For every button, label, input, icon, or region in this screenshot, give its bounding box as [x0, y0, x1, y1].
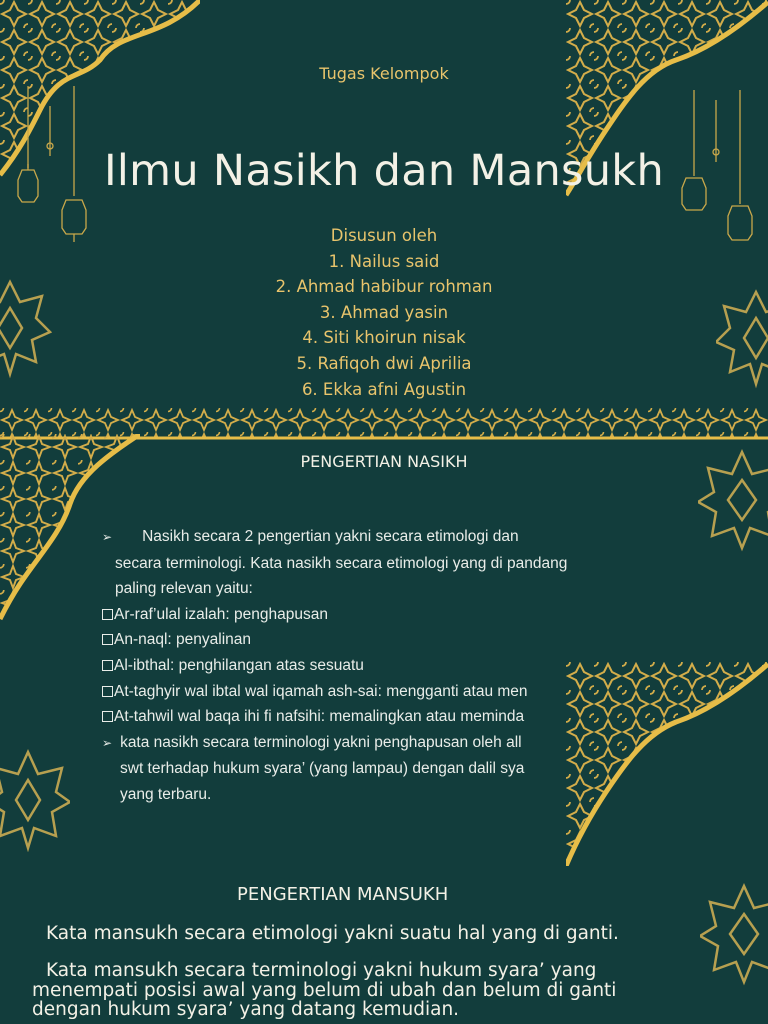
intro-line: secara terminologi. Kata nasikh secara etimologi yang di pandang — [115, 554, 568, 572]
title-slide — [0, 0, 768, 404]
list-item-text: Al-ibthal: penghilangan atas sesuatu — [114, 656, 364, 674]
section-heading: PENGERTIAN MANSUKH — [237, 884, 449, 905]
intro-line — [102, 524, 567, 551]
outro-text: kata nasikh secara terminologi yakni penghapusan oleh all — [120, 733, 522, 751]
list-item-text: At-tahwil wal baqa ihi fi nafsihi: memalingkan atau meminda — [114, 708, 525, 726]
mansukh-slide — [0, 866, 768, 1024]
mansukh-line: Kata mansukh secara terminologi yakni hukum syara’ yang — [46, 960, 597, 981]
mansukh-line: menempati posisi awal yang belum di ubah dan belum di ganti — [32, 980, 617, 1001]
list-item — [102, 704, 567, 730]
check-box-icon — [102, 686, 113, 697]
intro-text: Nasikh secara 2 pengertian yakni secara etimologi dan — [142, 528, 519, 545]
list-item — [102, 627, 567, 653]
outro-line: yang terbaru. — [120, 785, 212, 803]
star-flower-icon — [700, 878, 768, 988]
page-title: Ilmu Nasikh dan Mansukh — [103, 146, 665, 196]
mansukh-line: Kata mansukh secara etimologi yakni suatu hal yang di ganti. — [46, 923, 619, 944]
nasikh-body — [102, 524, 567, 808]
author-item: 4. Siti khoirun nisak — [302, 328, 466, 348]
arrow-bullet-icon: ➢ — [102, 735, 113, 750]
check-box-icon — [102, 609, 113, 620]
author-item: 5. Rafiqoh dwi Aprilia — [296, 353, 472, 373]
subtitle: Tugas Kelompok — [319, 64, 449, 83]
nasikh-slide — [0, 404, 768, 866]
list-item-text: At-taghyir wal ibtal wal iqamah ash-sai: mengganti atau men — [114, 682, 528, 700]
right-ornament — [566, 662, 768, 866]
outro-line: swt terhadap hukum syara’ (yang lampau) dengan dalil sya — [120, 760, 525, 778]
outro-line — [102, 730, 567, 757]
arrow-bullet-icon: ➢ — [102, 530, 113, 544]
author-item: 6. Ekka afni Agustin — [301, 379, 467, 399]
authors-heading: Disusun oleh — [330, 226, 438, 245]
section-heading: PENGERTIAN NASIKH — [300, 452, 468, 471]
mansukh-line: dengan hukum syara’ yang datang kemudian. — [32, 999, 460, 1020]
author-item: 3. Ahmad yasin — [319, 302, 449, 322]
author-item: 2. Ahmad habibur rohman — [275, 277, 493, 297]
check-box-icon — [102, 711, 113, 722]
list-item — [102, 653, 567, 679]
author-item: 1. Nailus said — [328, 251, 440, 271]
list-item-text: An-naql: penyalinan — [114, 631, 252, 649]
list-item — [102, 679, 567, 705]
author-list — [0, 223, 768, 402]
star-flower-icon — [0, 746, 70, 852]
list-item — [102, 602, 567, 628]
list-item-text: Ar-raf’ulal izalah: penghapusan — [114, 605, 328, 623]
check-box-icon — [102, 660, 113, 671]
check-box-icon — [102, 634, 113, 645]
intro-line: paling relevan yaitu: — [115, 580, 253, 598]
